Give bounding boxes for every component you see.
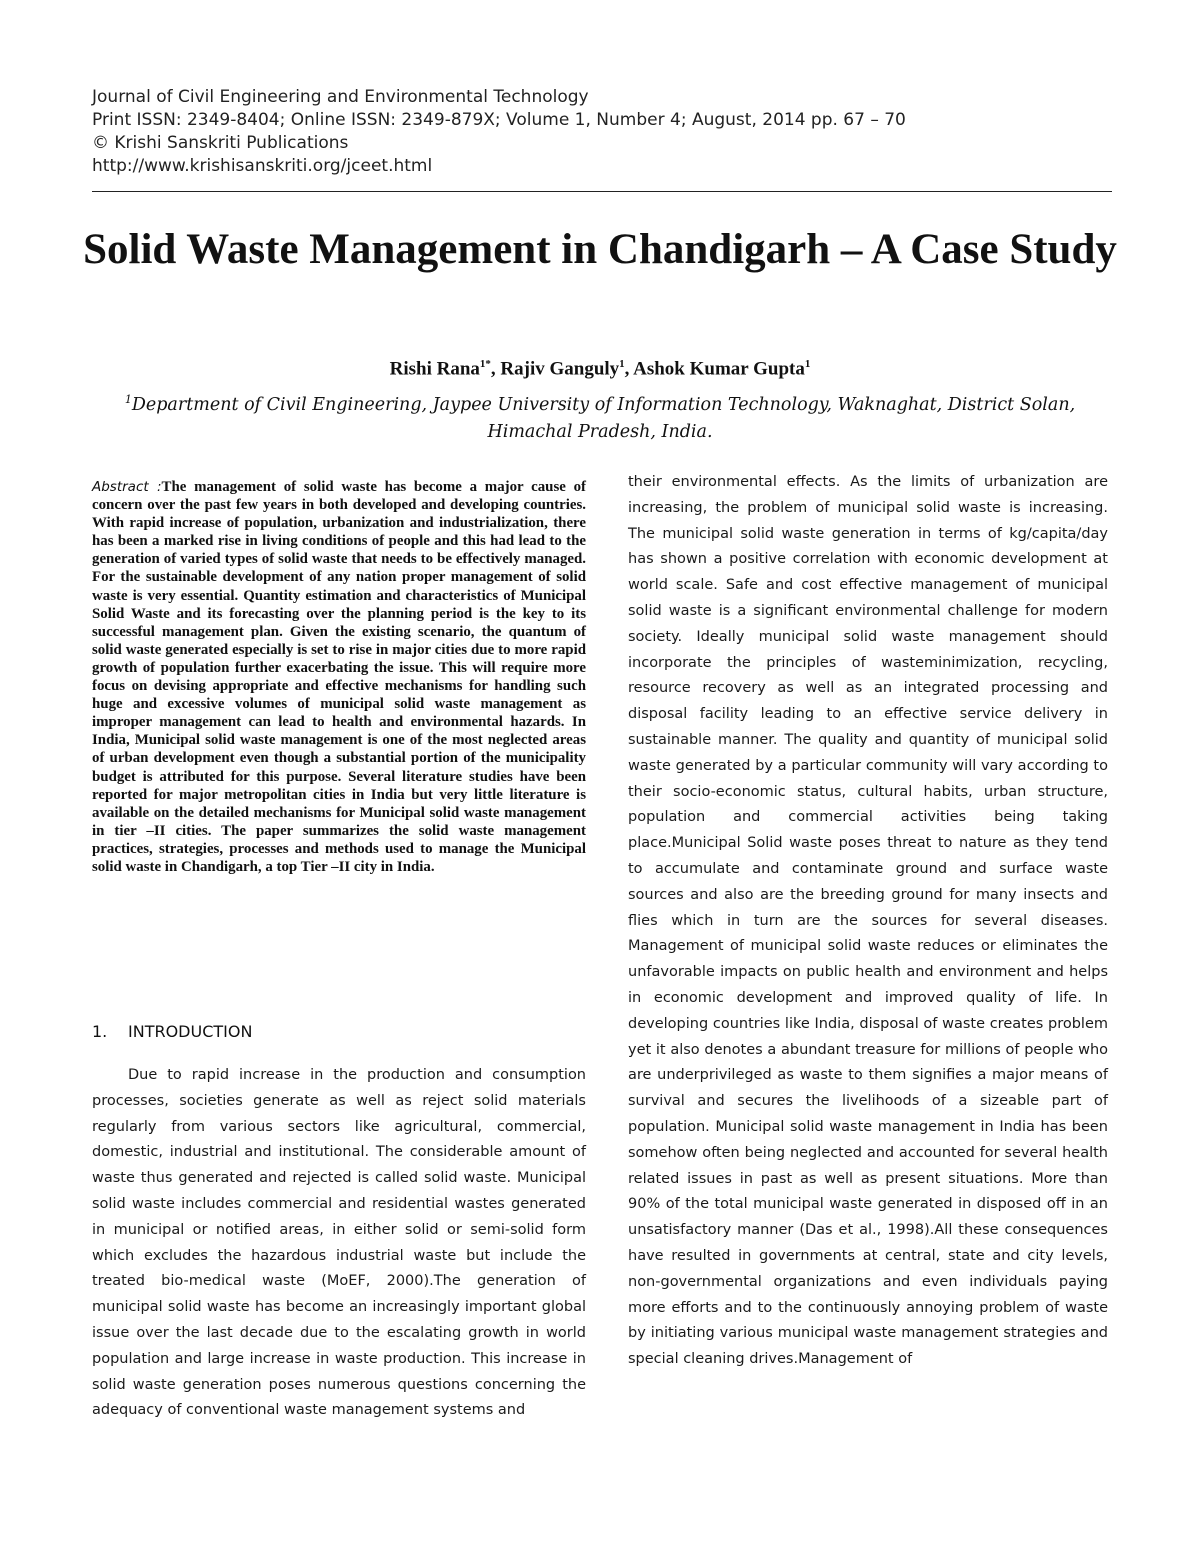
affiliation-mark: 1 bbox=[124, 393, 132, 406]
header-divider bbox=[92, 191, 1112, 192]
journal-header bbox=[92, 86, 1112, 178]
abstract-label: Abstract : bbox=[92, 479, 162, 495]
author-name: Ashok Kumar Gupta bbox=[633, 358, 805, 380]
journal-publisher: © Krishi Sanskriti Publications bbox=[92, 133, 349, 153]
intro-paragraph-left: Due to rapid increase in the production and consumption processes, societies generate as well as reject solid materials regularly from various sectors like agricultural, commercial, domestic, industrial and institutional. The considerable amount of waste thus generated and rejected is called solid waste. Municipal solid waste includes commercial and residential wastes generated in municipal or notified areas, in either solid or semi-solid form which excludes the hazardous industrial waste but include the treated bio-medical waste (MoEF, 2000).The generation of municipal solid waste has become an increasingly important global issue over the last decade due to the escalating growth in world population and large increase in waste production. This increase in solid waste generation poses numerous questions concerning the adequacy of conventional waste management systems and bbox=[92, 1067, 586, 1419]
abstract bbox=[92, 478, 586, 876]
author-name: Rajiv Ganguly bbox=[500, 358, 620, 380]
paper-title: Solid Waste Management in Chandigarh – A Case Study bbox=[83, 226, 1117, 273]
author-separator: , bbox=[490, 358, 501, 380]
author-affiliation-mark: 1 bbox=[619, 358, 625, 370]
author-affiliation-mark: 1* bbox=[479, 358, 491, 370]
author-name: Rishi Rana bbox=[389, 358, 480, 380]
journal-url[interactable]: http://www.krishisanskriti.org/jceet.html bbox=[92, 156, 433, 176]
section-title: INTRODUCTION bbox=[128, 1022, 253, 1041]
affiliation-text: Department of Civil Engineering, Jaypee University of Information Technology, Waknaghat, District Solan, Himachal Pradesh, India. bbox=[131, 394, 1076, 442]
intro-paragraph-right: their environmental effects. As the limits of urbanization are increasing, the problem of municipal solid waste is increasing. The municipal solid waste generation in terms of kg/capita/day has shown a positive correlation with economic development at world scale. Safe and cost effective management of municipal solid waste is a significant environmental challenge for modern society. Ideally municipal solid waste management should incorporate the principles of wasteminimization, recycling, resource recovery as well as an integrated processing and disposal facility leading to an effective service delivery in sustainable manner. The quality and quantity of municipal solid waste generated by a particular community will vary according to their socio-economic status, cultural habits, urban structure, population and commercial activities being taking place.Municipal Solid waste poses threat to nature as they tend to accumulate and contaminate ground and surface waste sources and also are the breeding ground for many insects and flies which in turn are the sources for several diseases. Management of municipal solid waste reduces or eliminates the unfavorable impacts on public health and environment and helps in economic development and improved quality of life. In developing countries like India, disposal of waste creates problem yet it also denotes a abundant treasure for millions of people who are underprivileged as waste to them signifies a major means of survival and secures the livelihoods of a sizeable part of population. Municipal solid waste management in India has been somehow often being neglected and accounted for several health related issues in past as well as present situations. More than 90% of the total municipal waste generated in disposed off in an unsatisfactory manner (Das et al., 1998).All these consequences have resulted in governments at central, state and city levels, non-governmental organizations and even individuals paying more efforts and to the continuously annoying problem of waste by initiating various municipal waste management strategies and special cleaning drives.Management of bbox=[628, 474, 1108, 1368]
author-affiliation bbox=[100, 386, 1100, 446]
author-list bbox=[0, 352, 1200, 381]
abstract-text: The management of solid waste has become a major cause of concern over the past few years in both developed and developing countries. With rapid increase of population, urbanization and industrialization, there has been a marked rise in living conditions of people and this had lead to the generation of varied types of solid waste that needs to be effectively managed. For the sustainable development of any nation proper management of solid waste is very essential. Quantity estimation and characteristics of Municipal Solid Waste and its forecasting over the planning period is the key to its successful management plan. Given the existing scenario, the quantum of solid waste generated especially is set to rise in major cities due to more rapid growth of population further exacerbating the issue. This will require more focus on devising appropriate and effective mechanisms for handling such huge and excessive volumes of municipal solid waste management as improper management can lead to health and environmental hazards. In India, Municipal solid waste management is one of the most neglected areas of urban development even though a substantial portion of the municipality budget is attributed for this purpose. Several literature studies have been reported for major metropolitan cities in India but very little literature is available on the detailed mechanisms for Municipal solid waste management in tier –II cities. The paper summarizes the solid waste management practices, strategies, processes and methods used to manage the Municipal solid waste in Chandigarh, a top Tier –II city in India. bbox=[92, 479, 587, 875]
author-affiliation-mark: 1 bbox=[804, 358, 811, 370]
section-number: 1. bbox=[92, 1022, 108, 1041]
journal-issn-line: Print ISSN: 2349-8404; Online ISSN: 2349-879X; Volume 1, Number 4; August, 2014 pp. 67 – 70 bbox=[92, 110, 906, 130]
section-heading-introduction bbox=[92, 1021, 586, 1043]
author-separator: , bbox=[624, 358, 634, 380]
journal-name: Journal of Civil Engineering and Environmental Technology bbox=[92, 87, 589, 107]
